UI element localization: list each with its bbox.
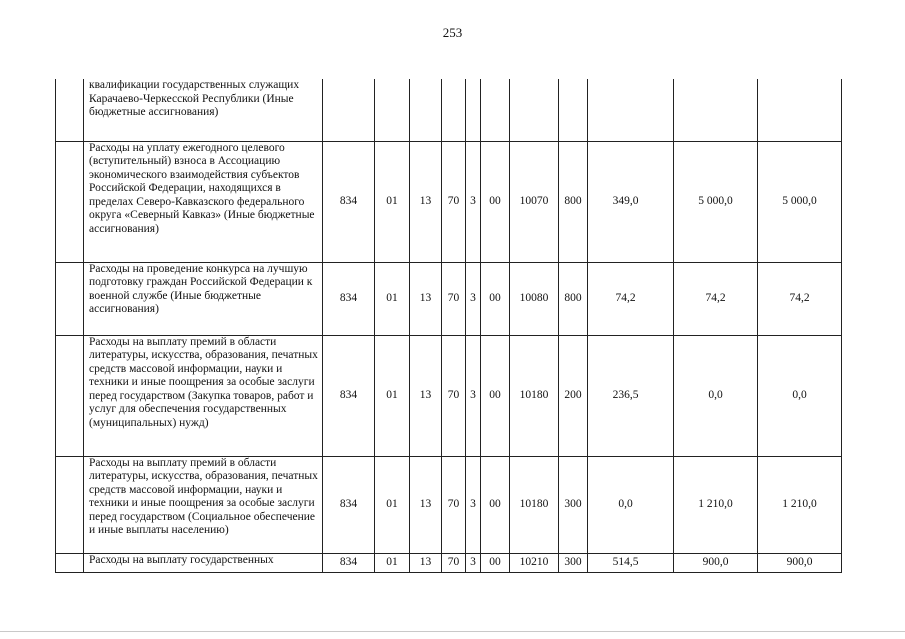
section-cell: 01 (375, 262, 410, 335)
table-row (56, 79, 842, 141)
table-row (56, 262, 842, 335)
program-cell: 70 (442, 553, 466, 572)
subprogram-cell: 3 (466, 262, 481, 335)
program-cell: 70 (442, 456, 466, 553)
table-row (56, 553, 842, 572)
amount-2-cell: 5 000,0 (674, 141, 758, 262)
description-cell: квалификации государственных служащих Карачаево-Черкесской Республики (Иные бюджетные ассигнования) (84, 79, 323, 141)
expense-type-cell: 800 (559, 141, 588, 262)
amount-3-cell: 1 210,0 (758, 456, 842, 553)
subsection-cell: 13 (410, 335, 442, 456)
amount-3-cell: 0,0 (758, 335, 842, 456)
program-cell: 70 (442, 262, 466, 335)
description-cell: Расходы на выплату премий в области литературы, искусства, образования, печатных средств массовой информации, науки и техники и иные поощрения за особые заслуги перед государством (Закупка товаров, работ и услуг для обеспечения государственных (муниципальных) нужд) (84, 335, 323, 456)
amount-2-cell (674, 79, 758, 141)
subsection-cell: 13 (410, 262, 442, 335)
section-cell: 01 (375, 141, 410, 262)
description-cell: Расходы на выплату государственных (84, 553, 323, 572)
direction-cell: 10210 (510, 553, 559, 572)
amount-1-cell (588, 79, 674, 141)
program-cell (442, 79, 466, 141)
row-number-cell (56, 456, 84, 553)
main-event-cell: 00 (481, 456, 510, 553)
ministry-cell: 834 (323, 456, 375, 553)
table-row (56, 456, 842, 553)
amount-3-cell: 900,0 (758, 553, 842, 572)
main-event-cell (481, 79, 510, 141)
table-row (56, 335, 842, 456)
row-number-cell (56, 262, 84, 335)
page-number: 253 (442, 25, 463, 40)
section-cell: 01 (375, 553, 410, 572)
amount-3-cell: 74,2 (758, 262, 842, 335)
expense-type-cell: 200 (559, 335, 588, 456)
description-cell: Расходы на проведение конкурса на лучшую подготовку граждан Российской Федерации к военной службе (Иные бюджетные ассигнования) (84, 262, 323, 335)
amount-2-cell: 1 210,0 (674, 456, 758, 553)
program-cell: 70 (442, 141, 466, 262)
expense-type-cell (559, 79, 588, 141)
ministry-cell (323, 79, 375, 141)
table-row (56, 141, 842, 262)
main-event-cell: 00 (481, 553, 510, 572)
amount-2-cell: 900,0 (674, 553, 758, 572)
row-number-cell (56, 141, 84, 262)
expense-type-cell: 800 (559, 262, 588, 335)
subprogram-cell (466, 79, 481, 141)
amount-3-cell: 5 000,0 (758, 141, 842, 262)
subsection-cell: 13 (410, 553, 442, 572)
direction-cell: 10070 (510, 141, 559, 262)
subprogram-cell: 3 (466, 335, 481, 456)
amount-1-cell: 236,5 (588, 335, 674, 456)
direction-cell: 10180 (510, 456, 559, 553)
direction-cell: 10180 (510, 335, 559, 456)
description-cell: Расходы на выплату премий в области литературы, искусства, образования, печатных средств массовой информации, науки и техники и иные поощрения за особые заслуги перед государством (Социальное обеспечение и иные выплаты населению) (84, 456, 323, 553)
amount-2-cell: 74,2 (674, 262, 758, 335)
program-cell: 70 (442, 335, 466, 456)
main-event-cell: 00 (481, 262, 510, 335)
description-cell: Расходы на уплату ежегодного целевого (вступительный) взноса в Ассоциацию экономического взаимодействия субъектов Российской Федерации, находящихся в пределах Северо-Кавказского федерального округа «Северный Кавказ» (Иные бюджетные ассигнования) (84, 141, 323, 262)
row-number-cell (56, 79, 84, 141)
subsection-cell (410, 79, 442, 141)
budget-table (55, 79, 842, 573)
section-cell: 01 (375, 456, 410, 553)
subsection-cell: 13 (410, 456, 442, 553)
scan-edge-line (0, 631, 905, 632)
subprogram-cell: 3 (466, 553, 481, 572)
main-event-cell: 00 (481, 141, 510, 262)
expense-type-cell: 300 (559, 456, 588, 553)
amount-1-cell: 514,5 (588, 553, 674, 572)
section-cell: 01 (375, 335, 410, 456)
ministry-cell: 834 (323, 141, 375, 262)
subsection-cell: 13 (410, 141, 442, 262)
row-number-cell (56, 553, 84, 572)
direction-cell (510, 79, 559, 141)
subprogram-cell: 3 (466, 456, 481, 553)
ministry-cell: 834 (323, 262, 375, 335)
row-number-cell (56, 335, 84, 456)
ministry-cell: 834 (323, 335, 375, 456)
ministry-cell: 834 (323, 553, 375, 572)
section-cell (375, 79, 410, 141)
main-event-cell: 00 (481, 335, 510, 456)
expense-type-cell: 300 (559, 553, 588, 572)
amount-1-cell: 74,2 (588, 262, 674, 335)
amount-2-cell: 0,0 (674, 335, 758, 456)
amount-1-cell: 349,0 (588, 141, 674, 262)
subprogram-cell: 3 (466, 141, 481, 262)
direction-cell: 10080 (510, 262, 559, 335)
amount-1-cell: 0,0 (588, 456, 674, 553)
amount-3-cell (758, 79, 842, 141)
